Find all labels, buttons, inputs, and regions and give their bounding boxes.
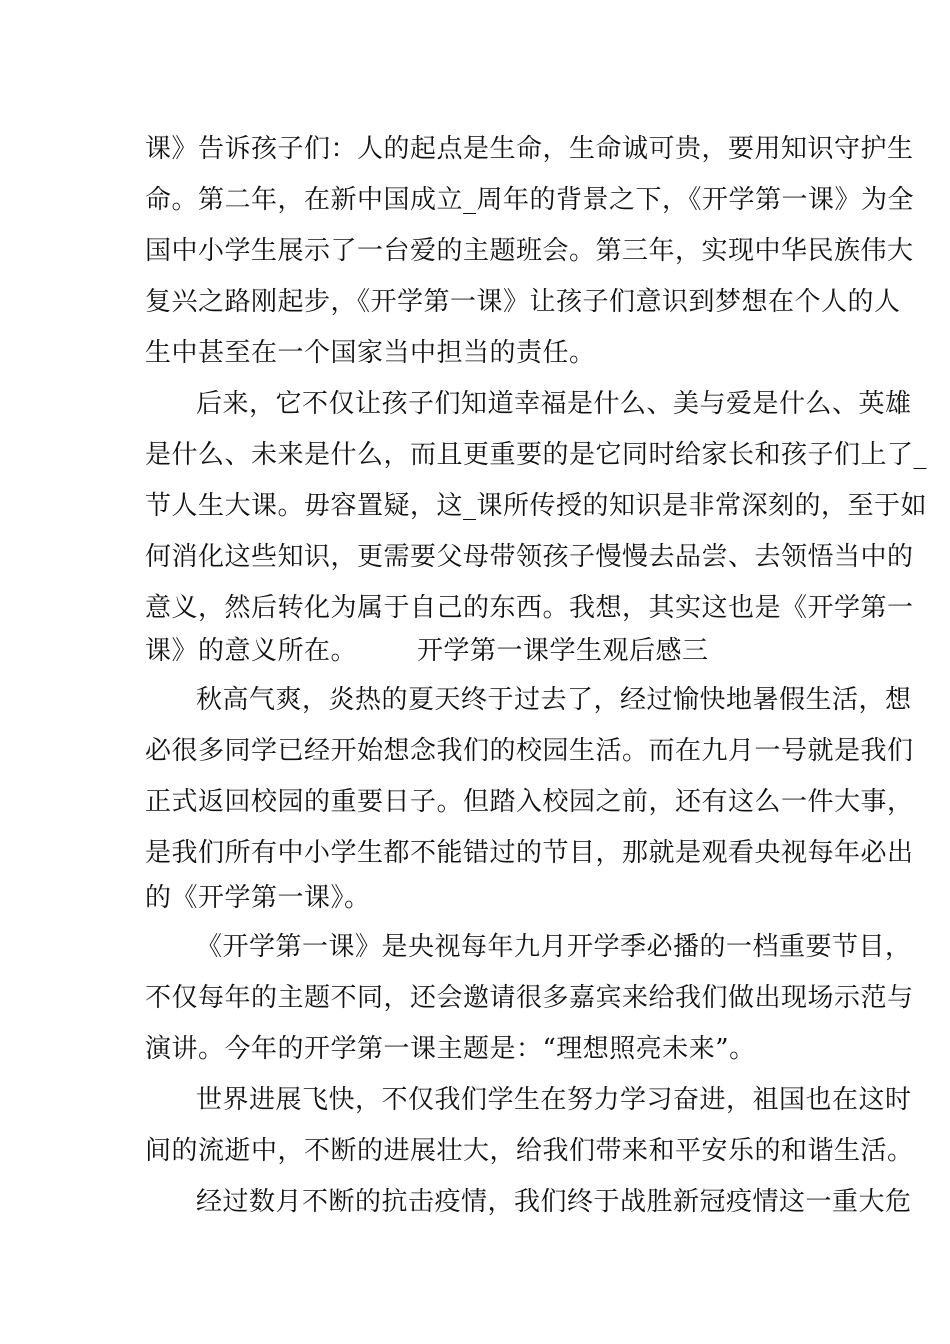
text-line: 间的流逝中，不断的进展壮大，给我们带来和平安乐的和谐生活。	[145, 1136, 914, 1166]
paragraph-first-line: 《开学第一课》是央视每年九月开学季必播的一档重要节目，	[196, 932, 912, 962]
text-line: 何消化这些知识，更需要父母带领孩子慢慢去品尝、去领悟当中的	[145, 542, 914, 572]
text-line: 不仅每年的主题不同，还会邀请很多嘉宾来给我们做出现场示范与	[145, 983, 914, 1013]
text-line: 的《开学第一课》。	[145, 883, 371, 913]
paragraph-first-line: 经过数月不断的抗击疫情，我们终于战胜新冠疫情这一重大危	[196, 1187, 912, 1217]
text-line-with-heading	[145, 633, 825, 669]
text-line: 节人生大课。毋容置疑，这_课所传授的知识是非常深刻的，至于如	[145, 491, 928, 521]
paragraph-first-line: 秋高气爽，炎热的夏天终于过去了，经过愉快地暑假生活，想	[196, 685, 912, 715]
text-line: 复兴之路刚起步，《开学第一课》让孩子们意识到梦想在个人的人	[145, 287, 901, 317]
text-line: 命。第二年，在新中国成立_周年的背景之下，《开学第一课》为全	[145, 185, 915, 215]
text-line: 必很多同学已经开始想念我们的校园生活。而在九月一号就是我们	[145, 736, 914, 766]
text-fragment: 课》的意义所在。	[145, 636, 358, 666]
text-line: 是我们所有中小学生都不能错过的节目，那就是观看央视每年必出	[145, 838, 914, 868]
text-line: 意义，然后转化为属于自己的东西。我想，其实这也是《开学第一	[145, 593, 914, 623]
text-line: 正式返回校园的重要日子。但踏入校园之前，还有这么一件大事，	[145, 787, 914, 817]
text-line: 课》告诉孩子们：人的起点是生命，生命诚可贵，要用知识守护生	[145, 134, 914, 164]
text-line: 国中小学生展示了一台爱的主题班会。第三年，实现中华民族伟大	[145, 236, 914, 266]
text-line: 演讲。今年的开学第一课主题是：“理想照亮未来”。	[145, 1034, 756, 1064]
paragraph-first-line: 后来，它不仅让孩子们知道幸福是什么、美与爱是什么、英雄	[196, 389, 912, 419]
section-heading: 开学第一课学生观后感三	[417, 636, 709, 666]
text-line: 是什么、未来是什么，而且更重要的是它同时给家长和孩子们上了_	[145, 440, 928, 470]
text-line: 生中甚至在一个国家当中担当的责任。	[145, 338, 596, 368]
paragraph-first-line: 世界进展飞快，不仅我们学生在努力学习奋进，祖国也在这时	[196, 1085, 912, 1115]
